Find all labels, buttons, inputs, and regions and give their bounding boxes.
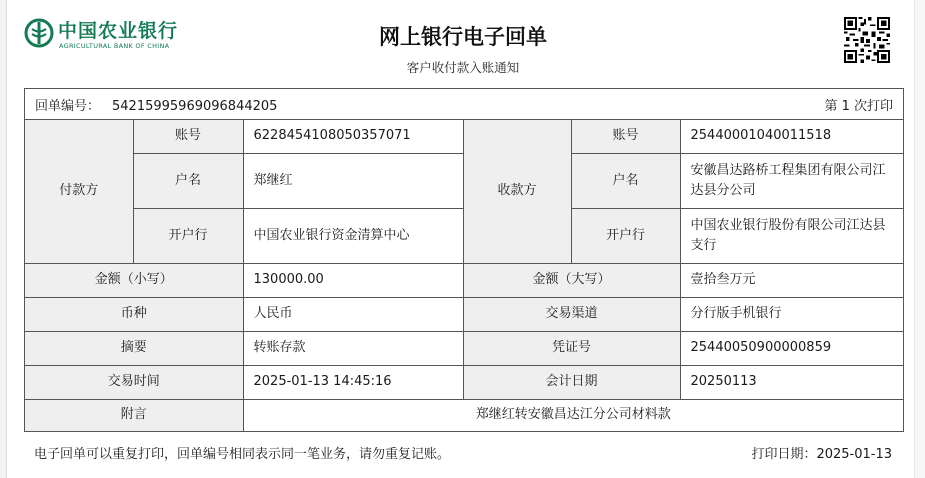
- payer-bank: 中国农业银行资金清算中心: [243, 208, 463, 263]
- summary-label: 摘要: [25, 331, 243, 365]
- print-date: 打印日期：2025-01-13: [751, 447, 892, 462]
- table-row: [25, 297, 903, 331]
- amount-large: 壹拾叁万元: [680, 263, 903, 297]
- payee-account-label: 账号: [571, 120, 680, 153]
- time-label: 交易时间: [25, 365, 243, 399]
- voucher: 25440050900000859: [680, 331, 903, 365]
- window-left-edge: [0, 0, 7, 478]
- receipt-number-label: 回单编号：: [35, 98, 101, 114]
- payee-bank: 中国农业银行股份有限公司江达县支行: [680, 208, 903, 263]
- table-row: [25, 399, 903, 431]
- table-row: [25, 365, 903, 399]
- payee-bank-label: 开户行: [571, 208, 680, 263]
- currency: 人民币: [243, 297, 463, 331]
- amount-large-label: 金额（大写）: [463, 263, 680, 297]
- payer-name-label: 户名: [133, 153, 243, 208]
- document-title: 网上银行电子回单: [379, 25, 547, 49]
- payee-account: 25440001040011518: [680, 120, 903, 153]
- receipt-number: [35, 95, 277, 114]
- payee-section-label: 收款方: [463, 120, 571, 263]
- channel-label: 交易渠道: [463, 297, 680, 331]
- footer-note: 电子回单可以重复打印，回单编号相同表示同一笔业务，请勿重复记账。: [34, 447, 451, 462]
- channel: 分行版手机银行: [680, 297, 903, 331]
- payee-name: 安徽昌达路桥工程集团有限公司江达县分公司: [680, 153, 903, 208]
- amount-small: 130000.00: [243, 263, 463, 297]
- summary: 转账存款: [243, 331, 463, 365]
- receipt-body: [24, 88, 904, 432]
- payer-name: 郑继红: [243, 153, 463, 208]
- receipt-header: [24, 0, 902, 88]
- remark: 郑继红转安徽昌达江分公司材料款: [243, 399, 903, 431]
- payer-section-label: 付款方: [25, 120, 133, 263]
- voucher-label: 凭证号: [463, 331, 680, 365]
- payer-account: 6228454108050357071: [243, 120, 463, 153]
- document-subtitle: 客户收付款入账通知: [406, 60, 520, 75]
- transaction-time: 2025-01-13 14:45:16: [243, 365, 463, 399]
- remark-label: 附言: [25, 399, 243, 431]
- receipt-table: [25, 120, 903, 432]
- window-right-edge: [914, 0, 925, 478]
- accounting-date-label: 会计日期: [463, 365, 680, 399]
- payee-name-label: 户名: [571, 153, 680, 208]
- table-row: [25, 120, 903, 153]
- currency-label: 币种: [25, 297, 243, 331]
- accounting-date: 20250113: [680, 365, 903, 399]
- receipt-number-value: 54215995969096844205: [112, 98, 278, 114]
- receipt-footer: [24, 443, 902, 462]
- bank-name-en: AGRICULTURAL BANK OF CHINA: [59, 42, 170, 50]
- print-count: 第 1 次打印: [824, 98, 893, 114]
- table-row: [25, 263, 903, 297]
- table-row: [25, 331, 903, 365]
- bank-name-cn: 中国农业银行: [58, 20, 179, 42]
- payer-account-label: 账号: [133, 120, 243, 153]
- receipt-number-row: [25, 89, 903, 120]
- amount-small-label: 金额（小写）: [25, 263, 243, 297]
- payer-bank-label: 开户行: [133, 208, 243, 263]
- qr-code-icon: [844, 17, 890, 63]
